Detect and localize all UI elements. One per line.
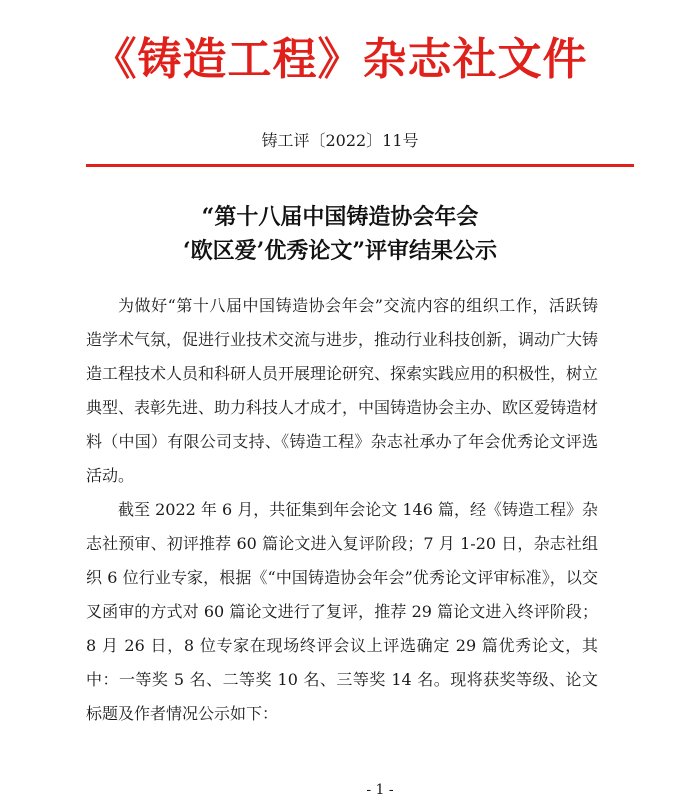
document-body (86, 289, 598, 731)
document-number: 铸工评〔2022〕11号 (261, 131, 419, 150)
publisher-header: 《铸造工程》杂志社文件 (92, 34, 588, 85)
red-divider (86, 164, 634, 167)
body-paragraph-2: 截至 2022 年 6 月，共征集到年会论文 146 篇，经《铸造工程》杂志社预审、初评推荐 60 篇论文进入复评阶段；7 月 1-20 日，杂志社组织 6 位行业专家，根据《“中国铸造协会年会”优秀论文评审标准》，以交叉函审的方式对 60 篇论文进行了复评，推荐 29 篇论文进入终评阶段；8 月 26 日，8 位专家在现场终评会议上评选确定 29 篇优秀论文，其中：一等奖 5 名、二等奖 10 名、三等奖 14 名。现将获奖等级、论文标题及作者情况公示如下： (86, 500, 598, 723)
page-number-text: - 1 - (366, 782, 394, 798)
body-paragraph-1: 为做好“第十八届中国铸造协会年会”交流内容的组织工作，活跃铸造学术气氛，促进行业技术交流与进步，推动行业科技创新，调动广大铸造工程技术人员和科研人员开展理论研究、探索实践应用的积极性，树立典型、表彰先进、助力科技人才成才，中国铸造协会主办、欧区爱铸造材料（中国）有限公司支持、《铸造工程》杂志社承办了年会优秀论文评选活动。 (86, 296, 599, 485)
title-line-2: ‘欧区爱’优秀论文”评审结果公示 (183, 238, 497, 264)
page-number (0, 780, 680, 800)
title-line-1: “第十八届中国铸造协会年会 (201, 204, 479, 230)
document-title (0, 200, 680, 268)
